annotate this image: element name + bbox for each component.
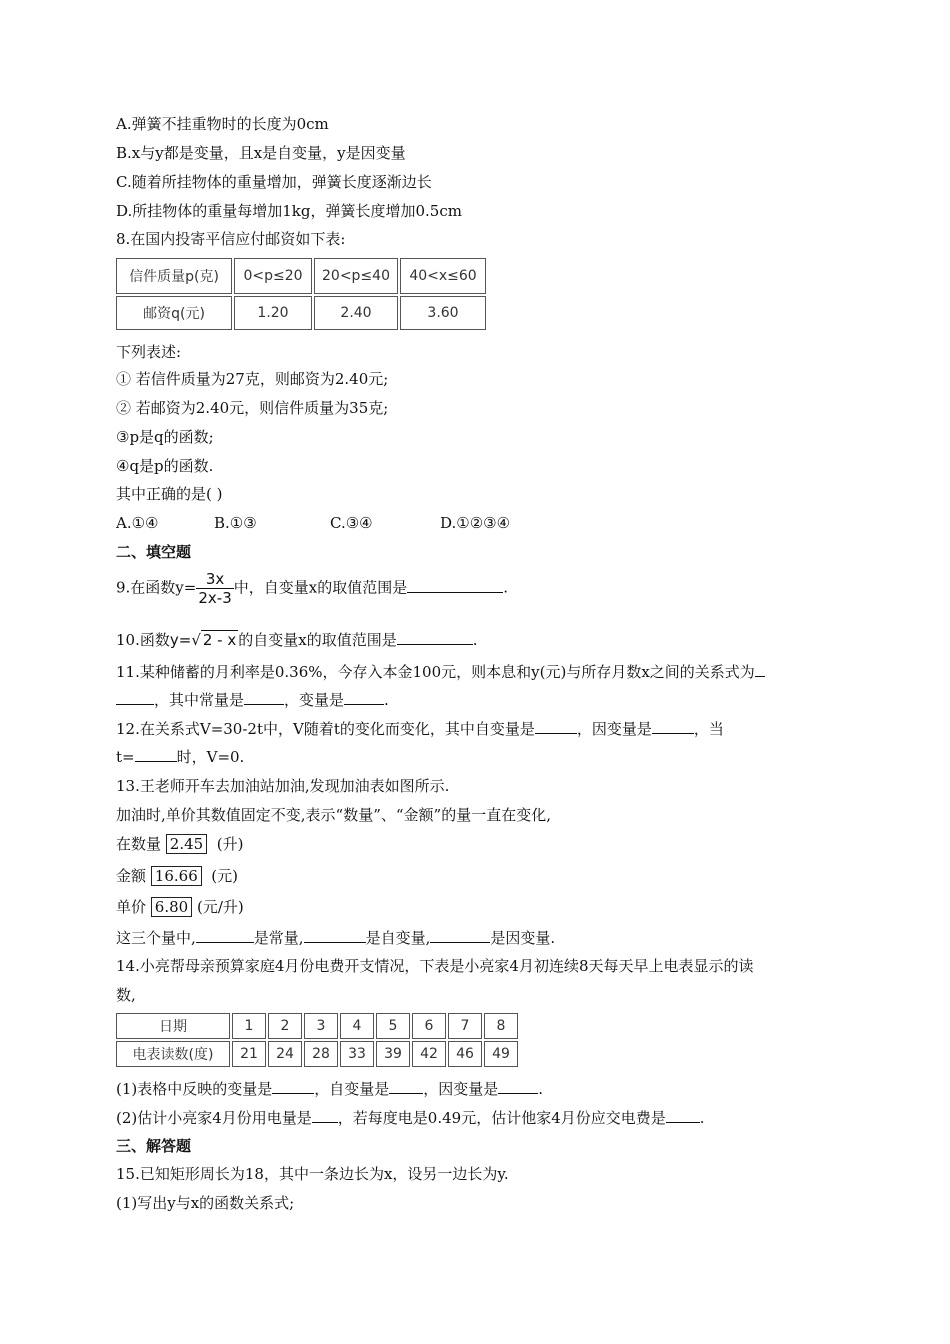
q8-statement-1: ① 若信件质量为27克，则邮资为2.40元; [116,370,389,388]
q12-text: t= [116,748,135,766]
q14-text: ，因变量是 [423,1080,499,1098]
q14-text: ，自变量是 [314,1080,390,1098]
amount-display: 16.66 [151,866,202,886]
table-row [116,258,486,294]
q7-option-b: B.x与y都是变量，且x是自变量，y是因变量 [116,144,406,162]
q13-line-1: 13.王老师开车去加油站加油,发现加油表如图所示. [116,777,450,795]
q14-line-1: 14.小亮帮母亲预算家庭4月份电费开支情况，下表是小亮家4月初连续8天每天早上电表显示的读 [116,957,754,975]
table-cell: 0<p≤20 [234,258,312,294]
answer-blank[interactable] [389,1079,423,1094]
q12-text: 12.在关系式V=30-2t中，V随着t的变化而变化，其中自变量是 [116,720,535,738]
q14-text: ，若每度电是0.49元，估计他家4月份应交电费是 [337,1109,666,1127]
table-cell: 邮资q(元) [116,296,232,330]
quantity-display: 2.45 [166,834,207,854]
answer-blank[interactable] [535,719,577,734]
q8-option: A.①④ [116,514,159,532]
section-heading-solve: 三、解答题 [116,1137,192,1155]
q14-line-2: 数, [116,986,136,1004]
table-cell: 2 [268,1013,302,1039]
q13-price [116,897,244,917]
q9-post: 中，自变量x的取值范围是 [233,578,408,597]
q10-pre: 10.函数 [116,631,170,649]
q13-text: 是因变量. [490,929,556,947]
q9-denominator: 2x-3 [198,589,232,607]
q11-text: . [384,691,389,709]
table-cell: 28 [304,1041,338,1067]
table-cell: 日期 [116,1013,230,1039]
amount-label: 金额 [116,867,147,885]
answer-blank[interactable] [304,928,366,943]
answer-blank[interactable] [397,630,473,645]
q12-line-2 [116,747,244,767]
answer-blank[interactable] [498,1079,538,1094]
q13-line-2: 加油时,单价其数值固定不变,表示“数量”、“金额”的量一直在变化, [116,806,551,824]
q8-statement-2: ② 若邮资为2.40元，则信件质量为35克; [116,399,389,417]
q14-part-2 [116,1108,705,1128]
amount-unit: (元) [211,867,239,885]
answer-blank[interactable] [244,690,284,705]
q8-statement-3: ③p是q的函数; [116,428,214,446]
table-cell: 3.60 [400,296,486,330]
table-cell: 4 [340,1013,374,1039]
answer-blank[interactable] [666,1108,700,1123]
q14-part-1 [116,1079,543,1099]
sqrt-symbol: √ [191,631,201,649]
table-row [116,1041,518,1067]
q11-text: 11.某种储蓄的月利率是0.36%，今存入本金100元，则本息和y(元)与所存月数x之间的关系式为 [116,663,755,681]
q10-y: y= [169,631,192,649]
table-cell: 20<p≤40 [314,258,398,294]
table-cell: 40<x≤60 [400,258,486,294]
quantity-unit: (升) [216,835,244,853]
q12-text: ，因变量是 [576,720,652,738]
quantity-label: 在数量 [116,835,162,853]
price-label: 单价 [116,898,147,916]
q13-amount [116,866,238,886]
answer-blank[interactable] [272,1079,314,1094]
table-cell: 24 [268,1041,302,1067]
q8-option: D.①②③④ [440,514,511,532]
answer-blank[interactable] [407,578,503,593]
answer-blank[interactable] [196,928,254,943]
q15-line-1: 15.已知矩形周长为18，其中一条边长为x，设另一边长为y. [116,1165,509,1183]
table-cell: 21 [232,1041,266,1067]
q11-text: ，其中常量是 [154,691,245,709]
answer-blank[interactable] [135,747,177,762]
q14-text: . [699,1109,705,1127]
q13-text: 是常量, [253,929,304,947]
q9 [116,570,508,607]
table-cell: 8 [484,1013,518,1039]
answer-blank[interactable] [344,690,384,705]
table-cell: 3 [304,1013,338,1039]
q15-line-2: (1)写出y与x的函数关系式; [116,1194,295,1212]
table-cell: 2.40 [314,296,398,330]
q10-formula [170,630,238,649]
q9-fraction [196,570,233,607]
answer-blank[interactable] [116,690,154,705]
table-cell: 49 [484,1041,518,1067]
q13-quantity [116,834,243,854]
q12-line-1 [116,719,724,739]
q9-pre: 9.在函数y= [116,578,197,597]
table-cell: 5 [376,1013,410,1039]
table-cell: 电表读数(度) [116,1041,230,1067]
q8-options [116,513,510,533]
answer-blank[interactable] [312,1108,338,1123]
table-cell: 46 [448,1041,482,1067]
q10-post: 的自变量x的取值范围是 [238,631,397,649]
q10-radicand: 2 - x [202,631,237,649]
table-cell: 1.20 [234,296,312,330]
q11-line-2 [116,690,389,710]
q8-statement-4: ④q是p的函数. [116,457,214,475]
q13-line-6 [116,928,555,948]
q7-option-d: D.所挂物体的重量每增加1kg，弹簧长度增加0.5cm [116,202,462,220]
answer-blank[interactable] [755,662,765,677]
q14-text: (2)估计小亮家4月份用电量是 [116,1109,312,1127]
q13-text: 这三个量中, [116,929,196,947]
table-row [116,1013,518,1039]
table-cell: 6 [412,1013,446,1039]
q9-end: . [503,578,508,597]
q13-text: 是自变量, [365,929,431,947]
q12-text: ，当 [693,720,724,738]
table-cell: 39 [376,1041,410,1067]
price-display: 6.80 [151,897,192,917]
q9-numerator: 3x [196,570,233,589]
q10 [116,630,478,650]
q11-line-1 [116,662,765,682]
answer-blank[interactable] [652,719,694,734]
meter-reading-table [114,1011,520,1069]
q7-option-c: C.随着所挂物体的重量增加，弹簧长度逐渐边长 [116,173,432,191]
q14-text: (1)表格中反映的变量是 [116,1080,273,1098]
table-row [116,296,486,330]
table-cell: 33 [340,1041,374,1067]
q12-text: 时，V=0. [176,748,245,766]
q10-end: . [472,631,478,649]
q11-text: ，变量是 [284,691,345,709]
q8-option: B.①③ [214,514,257,532]
q8-option: C.③④ [330,514,373,532]
table-cell: 42 [412,1041,446,1067]
q8-ask: 其中正确的是( ) [116,485,223,503]
q7-option-a: A.弹簧不挂重物时的长度为0cm [116,115,329,133]
table-cell: 7 [448,1013,482,1039]
q8-lead: 下列表述: [116,343,182,361]
price-unit: (元/升) [196,898,244,916]
q8-stem: 8.在国内投寄平信应付邮资如下表: [116,230,346,248]
table-cell: 1 [232,1013,266,1039]
answer-blank[interactable] [430,928,490,943]
postage-table [114,256,488,332]
table-cell: 信件质量p(克) [116,258,232,294]
section-heading-fill-in: 二、填空题 [116,543,192,561]
q14-text: . [538,1080,544,1098]
